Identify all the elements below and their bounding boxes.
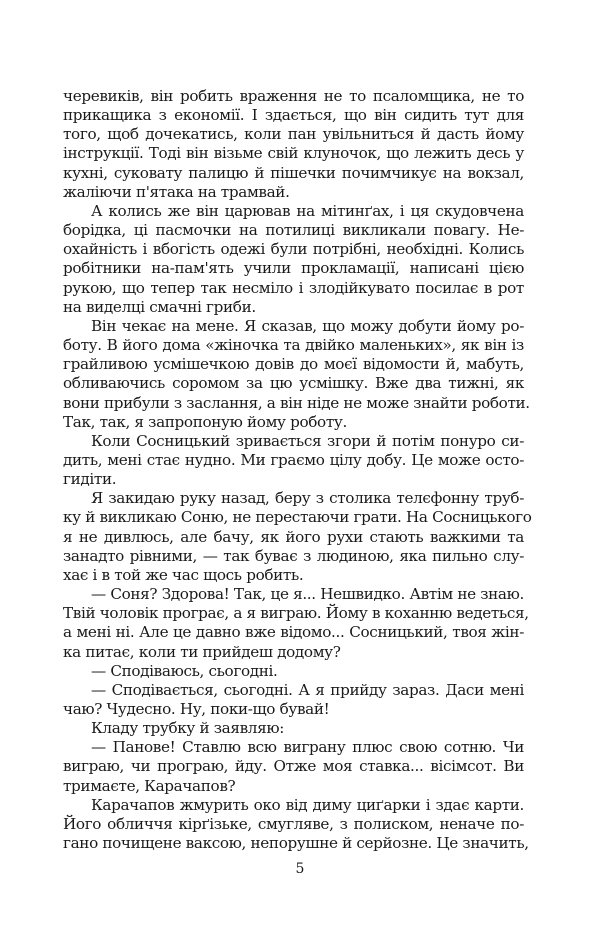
paragraph (63, 202, 524, 317)
paragraph (63, 795, 529, 853)
text-line: хає і в той же час щось робить. (63, 565, 304, 584)
text-line: жаліючи п'ятака на трамвай. (63, 182, 290, 201)
text-line: Так, так, я запропоную йому роботу. (63, 412, 347, 431)
text-line: я не дивлюсь, але бачу, як його рухи стають важкими та (63, 527, 524, 546)
text-line: борідка, ці пасмочки на потилиці викликали повагу. Не- (63, 221, 524, 240)
text-line: Кладу трубку й заявляю: (91, 719, 284, 738)
text-line: а мені ні. Але це давно вже відомо... Сосницький, твоя жін- (63, 623, 524, 642)
text-line: гидіти. (63, 470, 117, 489)
text-line: — Сподіваюсь, сьогодні. (91, 661, 278, 680)
text-line: тримаєте, Карачапов? (63, 776, 236, 795)
text-line: — Сподівається, сьогодні. А я прийду зараз. Даси мені (91, 680, 524, 699)
text-line: боту. В його дома «жіночка та двійко маленьких», як він із (63, 336, 524, 355)
page-number: 5 (295, 861, 305, 877)
paragraph (63, 432, 524, 489)
paragraph (63, 87, 524, 202)
text-line: чаю? Чудесно. Ну, поки-що бувай! (63, 700, 330, 718)
paragraph (63, 719, 524, 738)
text-line: грайливою усмішечкою довів до моєї відомости й, мабуть, (63, 355, 524, 374)
text-line: кухні, суковату палицю й пішечки почимчикує на вокзал, (63, 163, 524, 182)
text-line: обливаючись соромом за цю усмішку. Вже два тижні, як (63, 374, 524, 393)
text-line: Карачапов жмурить око від диму циґарки і здає карти. (91, 795, 524, 814)
text-line: ку й викликаю Соню, не перестаючи грати. На Сосницького (63, 508, 532, 527)
text-line: вони прибули з заслання, а він ніде не може знайти роботи. (63, 393, 530, 412)
book-page-body (63, 87, 532, 853)
text-line: Я закидаю руку назад, беру з столика телєфонну труб- (91, 489, 524, 508)
text-line: робітники на-пам'ять учили прокламації, написані цією (63, 259, 524, 278)
text-line: — Панове! Ставлю всю виграну плюс свою сотню. Чи (91, 738, 524, 757)
text-line: на виделці смачні гриби. (63, 297, 256, 316)
text-line: прикащика з економії. І здається, що він сидить тут для (63, 106, 524, 125)
text-line: інструкції. Тоді він візьме свій клуночок, що лежить десь у (63, 144, 524, 163)
text-line: дить, мені стає нудно. Ми граємо цілу добу. Це може осто- (63, 450, 524, 469)
text-line: ка питає, коли ти прийдеш додому? (63, 642, 341, 661)
text-line: охайність і вбогість одежі були потрібні, необхідні. Колись (63, 240, 524, 259)
text-line: того, щоб дочекатись, коли пан увільниться й дасть йому (63, 125, 524, 144)
text-line: Його обличчя кірґізьке, смугляве, з полиском, неначе по- (63, 814, 524, 833)
dialogue-paragraph (63, 585, 529, 662)
dialogue-paragraph (63, 738, 524, 795)
text-line: рукою, що тепер так несміло і злодійкувато посилає в рот (63, 278, 524, 297)
text-line: Коли Сосницький зривається згори й потім понуро си- (91, 431, 524, 450)
dialogue-paragraph (63, 662, 524, 681)
text-line: Твій чоловік програє, а я виграю. Йому в коханню ведеться, (63, 604, 529, 623)
dialogue-paragraph (63, 681, 524, 719)
text-line: — Соня? Здорова! Так, це я... Нешвидко. Автім не знаю. (91, 585, 524, 604)
text-line: занадто рівними, — так буває з людиною, яка пильно слу- (63, 546, 524, 565)
paragraph (63, 489, 532, 585)
paragraph (63, 316, 530, 432)
text-line: Він чекає на мене. Я сказав, що можу добути йому ро- (91, 316, 524, 335)
text-line: гано почищене ваксою, непорушне й серйозне. Це значить, (63, 834, 529, 853)
text-line: виграю, чи програю, йду. Отже моя ставка... вісімсот. Ви (63, 757, 524, 776)
text-line: А колись же він царював на мітинґах, і ця скудовчена (91, 201, 524, 220)
text-line: черевиків, він робить враження не то псаломщика, не то (63, 87, 524, 105)
